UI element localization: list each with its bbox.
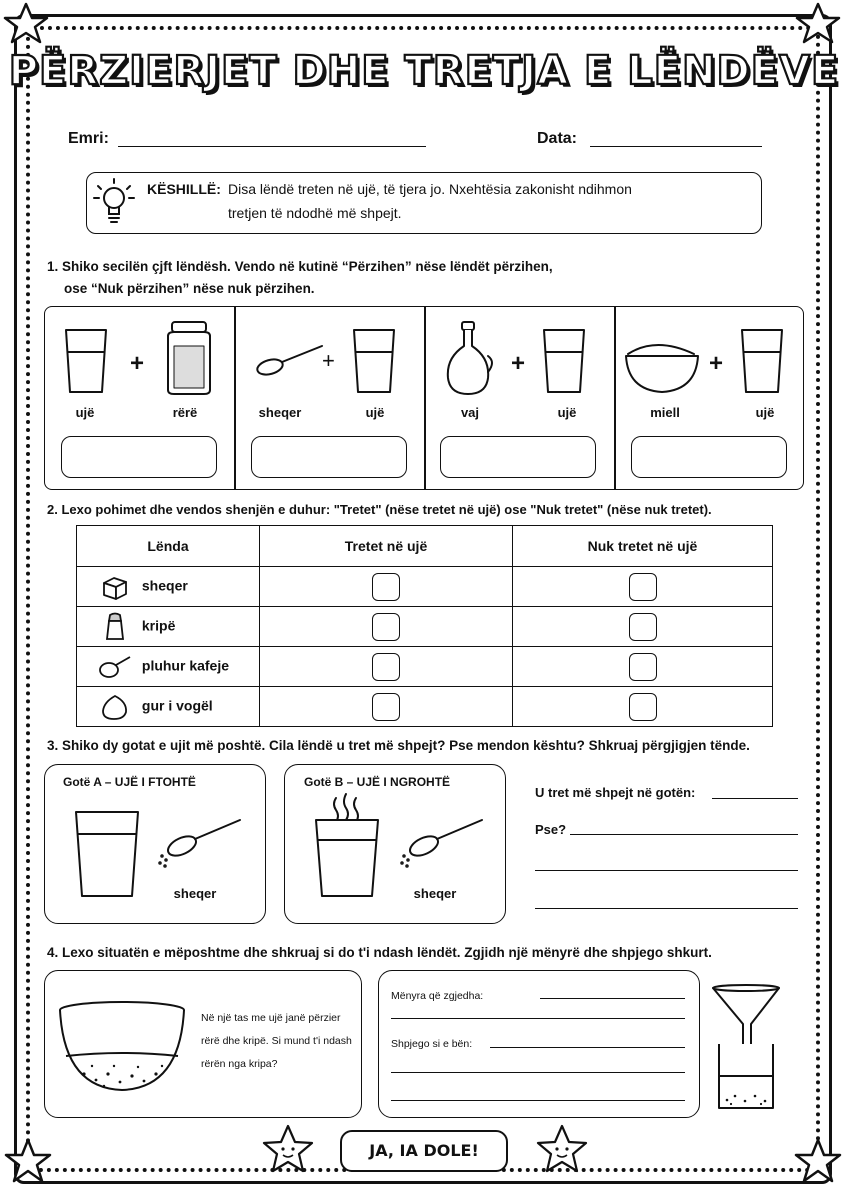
not-dissolves-cell xyxy=(513,567,773,607)
date-field[interactable] xyxy=(590,146,762,147)
situation-line1: Në një tas me ujë janë përzier xyxy=(201,1012,341,1024)
smiling-star-icon xyxy=(264,1126,312,1171)
answer-line[interactable] xyxy=(535,870,798,871)
answer-line[interactable] xyxy=(391,1072,685,1073)
pair-right-label: ujë xyxy=(557,405,577,420)
glass-icon xyxy=(544,330,584,392)
table-row xyxy=(77,647,773,687)
dissolves-cell xyxy=(260,567,513,607)
column-header: Lënda xyxy=(77,526,260,567)
substance-name: gur i vogël xyxy=(141,697,213,714)
checkbox-not-dissolves[interactable] xyxy=(629,573,657,601)
table-row xyxy=(77,607,773,647)
table-row xyxy=(77,567,773,607)
explain-answer-line[interactable] xyxy=(490,1047,685,1048)
checkbox-dissolves[interactable] xyxy=(372,693,400,721)
answer-line[interactable] xyxy=(535,908,798,909)
substance-name: pluhur kafeje xyxy=(141,657,230,674)
footer-banner: JA, IA DOLE! xyxy=(369,1141,479,1160)
jar-icon xyxy=(168,322,210,394)
explain-label: Shpjego si e bën: xyxy=(391,1038,473,1050)
tip-text-line1: Disa lëndë treten në ujë, të tjera jo. Nxehtësia zakonisht ndihmon xyxy=(228,181,632,197)
star-icon xyxy=(797,4,839,42)
column-header: Nuk tretet në ujë xyxy=(513,526,773,567)
glass-icon xyxy=(66,330,106,392)
table-row xyxy=(77,687,773,727)
answer-line[interactable] xyxy=(391,1018,685,1019)
substance-cell xyxy=(77,567,260,607)
pair-left-label: vaj xyxy=(460,405,480,420)
pair-left-label: miell xyxy=(650,405,680,420)
pair-left-label: ujë xyxy=(75,405,95,420)
pair-right-label: rërë xyxy=(172,405,198,420)
q1-prompt-line1: 1. Shiko secilën çjft lëndësh. Vendo në kutinë “Përzihen” nëse lëndët përzihen, xyxy=(47,259,553,274)
situation-line2: rërë dhe kripë. Si mund t'i ndash xyxy=(201,1035,352,1047)
dissolves-cell xyxy=(260,687,513,727)
sugar-cube-icon xyxy=(100,574,130,600)
glass-icon xyxy=(316,820,378,896)
name-field[interactable] xyxy=(118,146,426,147)
spoon-icon xyxy=(407,820,482,860)
plus-sign: + xyxy=(511,350,526,377)
star-icon xyxy=(796,1140,840,1181)
table-header-row xyxy=(77,526,773,567)
method-answer-line[interactable] xyxy=(540,998,685,999)
substance-name: kripë xyxy=(141,617,176,634)
pair-right-label: ujë xyxy=(755,405,775,420)
situation-line3: rërën nga kripa? xyxy=(201,1058,278,1070)
tip-label: KËSHILLË: xyxy=(147,181,221,197)
salt-shaker-icon xyxy=(100,613,130,641)
pebble-icon xyxy=(100,694,130,720)
sugar-grains xyxy=(159,855,167,867)
glass-a-item-label: sheqer xyxy=(173,886,217,901)
plus-sign: + xyxy=(130,350,145,377)
spoon-icon xyxy=(165,820,240,860)
pair-left-label: sheqer xyxy=(258,405,302,420)
solubility-table xyxy=(76,525,773,727)
q1-prompt-line2: ose “Nuk përzihen” nëse nuk përzihen. xyxy=(64,281,315,296)
answer-box[interactable] xyxy=(61,436,217,478)
checkbox-not-dissolves[interactable] xyxy=(629,653,657,681)
glass-icon xyxy=(76,812,138,896)
faster-label: U tret më shpejt në gotën: xyxy=(535,785,696,800)
substance-cell xyxy=(77,647,260,687)
glass-icon xyxy=(742,330,782,392)
answer-box[interactable] xyxy=(251,436,407,478)
checkbox-dissolves[interactable] xyxy=(372,653,400,681)
lightbulb-icon xyxy=(92,176,136,228)
substance-name: sheqer xyxy=(141,577,188,594)
sugar-grains xyxy=(401,855,409,867)
funnel-filter-icon xyxy=(705,980,795,1115)
q3-prompt: 3. Shiko dy gotat e ujit më poshtë. Cila lëndë u tret më shpejt? Pse mendon kështu? Shkruaj përgjigjen tënde. xyxy=(47,738,750,753)
dissolves-cell xyxy=(260,647,513,687)
steam-icon xyxy=(334,794,358,822)
dissolves-cell xyxy=(260,607,513,647)
date-label: Data: xyxy=(537,130,578,147)
not-dissolves-cell xyxy=(513,607,773,647)
star-icon xyxy=(6,1140,50,1181)
plus-sign: + xyxy=(709,350,724,377)
star-icon xyxy=(5,4,47,42)
name-label: Emri: xyxy=(68,130,109,147)
method-label: Mënyra që zgjedha: xyxy=(391,990,484,1002)
spoon-icon xyxy=(256,346,322,377)
plus-sign: + xyxy=(322,348,335,373)
bowl-sand-salt-icon xyxy=(44,970,224,1118)
why-answer-line[interactable] xyxy=(570,834,798,835)
q1-illustrations xyxy=(44,306,804,416)
answer-box[interactable] xyxy=(631,436,787,478)
not-dissolves-cell xyxy=(513,647,773,687)
oil-bottle-icon xyxy=(448,322,492,394)
checkbox-not-dissolves[interactable] xyxy=(629,693,657,721)
substance-cell xyxy=(77,607,260,647)
page-title: PËRZIERJET DHE TRETJA E LËNDËVE xyxy=(8,48,840,94)
smiling-star-icon xyxy=(538,1126,586,1171)
checkbox-not-dissolves[interactable] xyxy=(629,613,657,641)
answer-box[interactable] xyxy=(440,436,596,478)
checkbox-dissolves[interactable] xyxy=(372,573,400,601)
q2-prompt: 2. Lexo pohimet dhe vendos shenjën e duhur: "Tretet" (nëse tretet në ujë) ose "Nuk tretet" (nëse nuk tretet). xyxy=(47,502,712,517)
column-header: Tretet në ujë xyxy=(260,526,513,567)
glass-b-item-label: sheqer xyxy=(413,886,457,901)
flour-bowl-icon xyxy=(626,345,698,392)
glass-b-title: Gotë B – UJË I NGROHTË xyxy=(304,775,451,789)
glass-icon xyxy=(354,330,394,392)
coffee-scoop-icon xyxy=(98,654,132,680)
not-dissolves-cell xyxy=(513,687,773,727)
q4-prompt: 4. Lexo situatën e mëposhtme dhe shkruaj si do t'i ndash lëndët. Zgjidh një mënyrë dhe shpjego shkurt. xyxy=(47,945,712,960)
why-label: Pse? xyxy=(535,822,567,837)
substance-cell xyxy=(77,687,260,727)
checkbox-dissolves[interactable] xyxy=(372,613,400,641)
pair-right-label: ujë xyxy=(365,405,385,420)
tip-text-line2: tretjen të ndodhë më shpejt. xyxy=(228,205,402,221)
faster-answer-line[interactable] xyxy=(712,798,798,799)
answer-line[interactable] xyxy=(391,1100,685,1101)
glass-a-title: Gotë A – UJË I FTOHTË xyxy=(63,775,196,789)
